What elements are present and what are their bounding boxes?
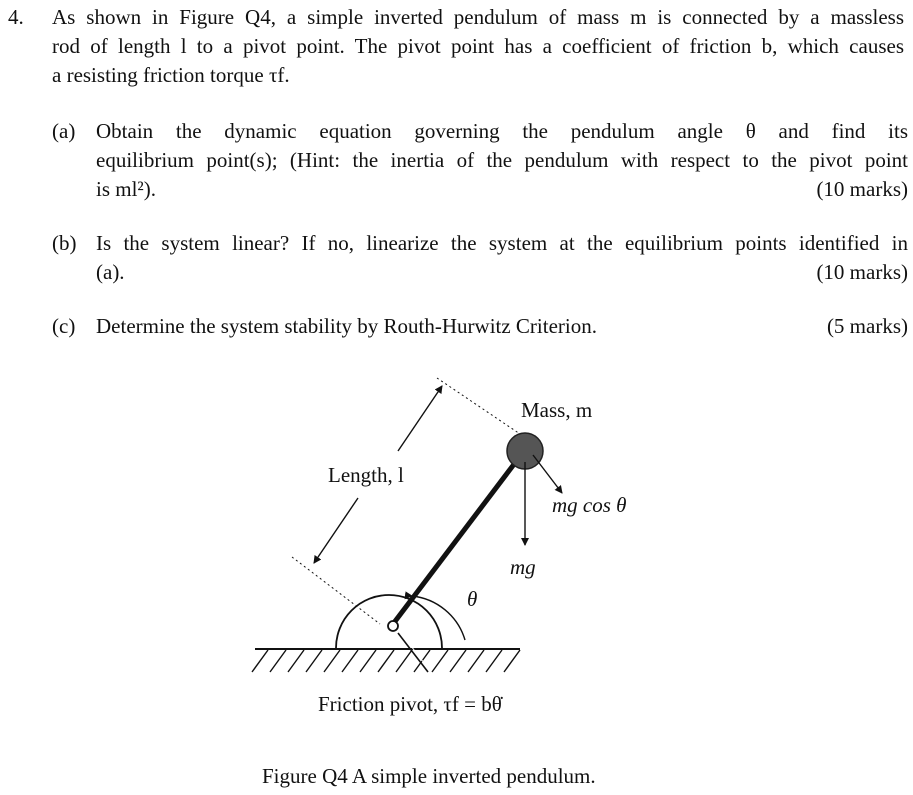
part-a-label: (a) — [52, 119, 76, 143]
theta-arc — [412, 596, 465, 640]
length-arrow-upper — [398, 386, 442, 451]
question-number: 4. — [8, 5, 24, 29]
ground — [252, 649, 520, 672]
stem-line-2: rod of length l to a pivot point. The pivot point has a coefficient of friction b, which causes — [52, 34, 904, 58]
mass-label: Mass, m — [521, 398, 593, 422]
length-guide-bottom — [292, 557, 380, 624]
length-arrow-lower — [314, 498, 358, 563]
normal-component-arrow — [533, 455, 562, 493]
part-b-label: (b) — [52, 231, 77, 255]
part-b-marks: (10 marks) — [816, 260, 908, 284]
theta-label: θ — [467, 587, 478, 611]
pendulum-rod — [393, 451, 524, 624]
mg-label: mg — [510, 555, 536, 579]
figure-caption: Figure Q4 A simple inverted pendulum. — [262, 764, 596, 788]
part-b-line-1: Is the system linear? If no, linearize the system at the equilibrium points identified in — [96, 231, 908, 255]
friction-pivot-label: Friction pivot, τf = bθ̇ — [318, 692, 502, 716]
part-c-line-1: Determine the system stability by Routh-Hurwitz Criterion. — [96, 314, 597, 338]
friction-pointer — [398, 633, 428, 672]
part-c-marks: (5 marks) — [826, 314, 908, 338]
stem-line-1: As shown in Figure Q4, a simple inverted pendulum of mass m is connected by a massless — [52, 5, 904, 29]
part-a-line-2: equilibrium point(s); (Hint: the inertia of the pendulum with respect to the pivot point — [96, 148, 908, 172]
length-label: Length, l — [328, 463, 404, 487]
length-guide-top — [437, 378, 520, 434]
part-a-marks: (10 marks) — [816, 177, 908, 201]
part-a-line-3: is ml²). — [96, 177, 156, 201]
pivot-pin — [388, 621, 398, 631]
mg-cos-label: mg cos θ — [552, 493, 627, 517]
stem-line-3: a resisting friction torque τf. — [52, 63, 290, 87]
part-c-label: (c) — [52, 314, 76, 338]
part-a-line-1: Obtain the dynamic equation governing the pendulum angle θ and find its — [96, 119, 908, 143]
part-b-line-2: (a). — [96, 260, 125, 284]
